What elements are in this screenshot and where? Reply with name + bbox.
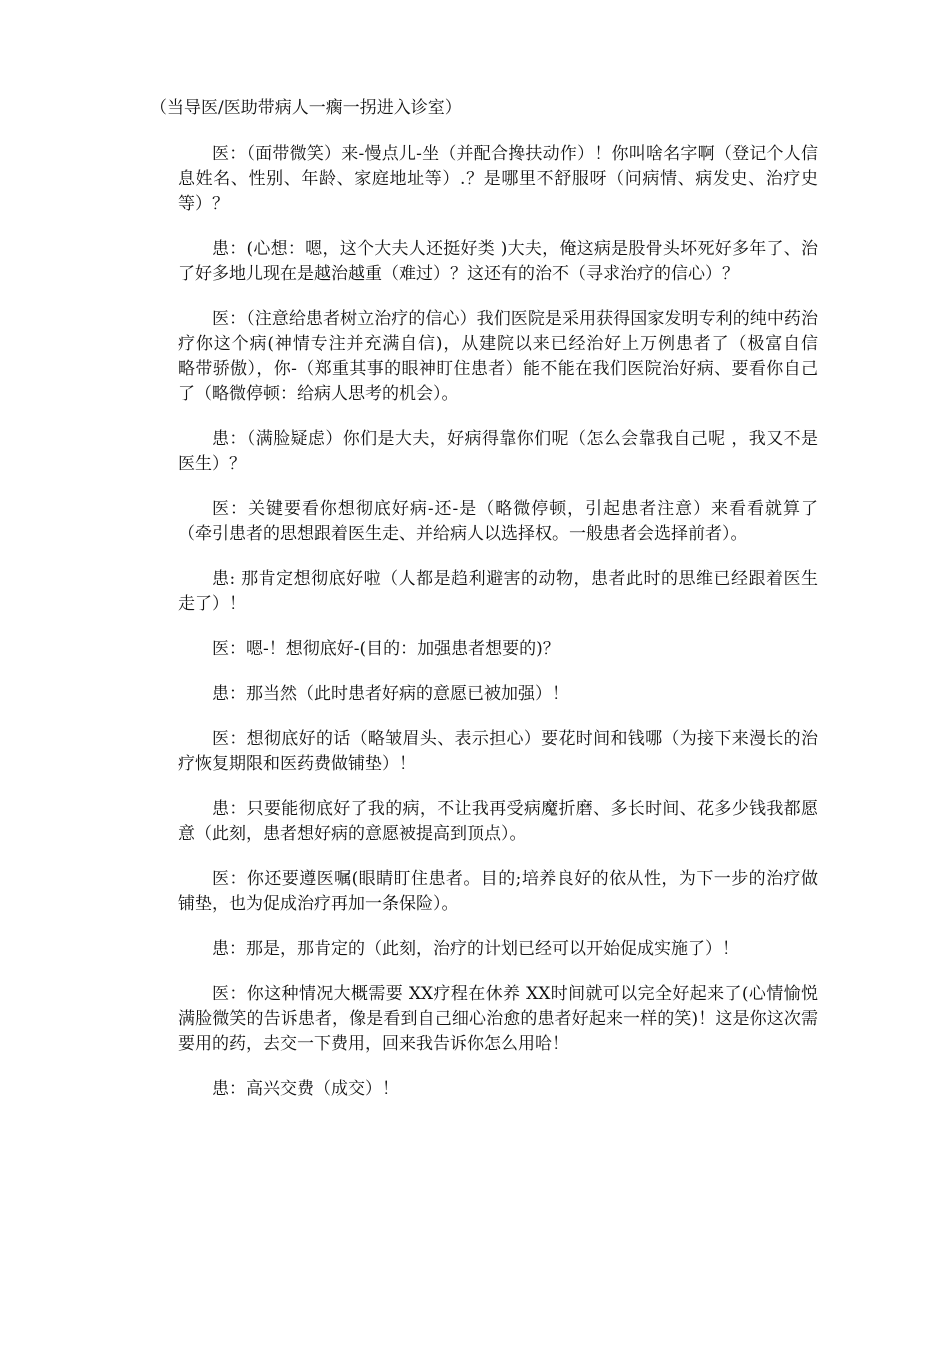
dialogue-paragraph-patient: 患：只要能彻底好了我的病，不让我再受病魔折磨、多长时间、花多少钱我都愿意（此刻，患者想好病的意愿被提高到顶点）。: [178, 799, 818, 844]
dialogue-paragraph-doctor: 医：（面带微笑）来-慢点儿-坐（并配合搀扶动作）！你叫啥名字啊（登记个人信息姓名、性别、年龄、家庭地址等）.？是哪里不舒服呀（问病情、病发史、治疗史等）？: [178, 144, 818, 214]
scene-intro: （当导医/医助带病人一瘸一拐进入诊室）: [150, 98, 462, 118]
dialogue-paragraph-patient: 患：那当然（此时患者好病的意愿已被加强）！: [212, 684, 569, 704]
dialogue-body: [178, 142, 835, 1122]
dialogue-paragraph-doctor: 医：你这种情况大概需要 XX疗程在休养 XX时间就可以完全好起来了(心情愉悦 满脸微笑的告诉患者，像是看到自己细心治愈的患者好起来一样的笑)！这是你这次需要用的药，去交一下费用，回来我告诉你怎么用哈！: [178, 984, 835, 1054]
dialogue-paragraph-patient: 患：(心想：嗯，这个大夫人还挺好类 )大夫，俺这病是股骨头坏死好多年了、治了好多地儿现在是越治越重（难过）？这还有的治不（寻求治疗的信心）？: [178, 239, 818, 284]
dialogue-paragraph-patient: 患：那是，那肯定的（此刻，治疗的计划已经可以开始促成实施了）！: [212, 939, 739, 959]
dialogue-paragraph-patient: 患：（满脸疑虑）你们是大夫，好病得靠你们呢（怎么会靠我自己呢 ，我又不是医生）？: [178, 429, 818, 474]
dialogue-paragraph-patient: 患: 那肯定想彻底好啦（人都是趋利避害的动物，患者此时的思维已经跟着医生走了）！: [178, 569, 818, 614]
dialogue-paragraph-patient: 患：高兴交费（成交）！: [212, 1079, 399, 1099]
dialogue-paragraph-doctor: 医：关键要看你想彻底好病-还-是（略微停顿，引起患者注意）来看看就算了（牵引患者的思想跟着医生走、并给病人以选择权。一般患者会选择前者）。: [178, 499, 818, 544]
dialogue-paragraph-doctor: 医：嗯-！想彻底好-(目的：加强患者想要的)？: [212, 639, 560, 659]
dialogue-paragraph-doctor: 医：想彻底好的话（略皱眉头、表示担心）要花时间和钱哪（为接下来漫长的治疗恢复期限和医药费做铺垫）！: [178, 729, 818, 774]
dialogue-paragraph-doctor: 医：（注意给患者树立治疗的信心）我们医院是采用获得国家发明专利的纯中药治疗你这个病(神情专注并充满自信)，从建院以来已经治好上万例患者了（极富自信 略带骄傲），你-（郑重其事的眼神盯住患者）能不能在我们医院治好病、要看你自己了（略微停顿：给病人思考的机会）。: [178, 309, 835, 404]
dialogue-paragraph-doctor: 医：你还要遵医嘱(眼睛盯住患者。目的;培养良好的依从性，为下一步的治疗做铺垫，也为促成治疗再加一条保险）。: [178, 869, 818, 914]
